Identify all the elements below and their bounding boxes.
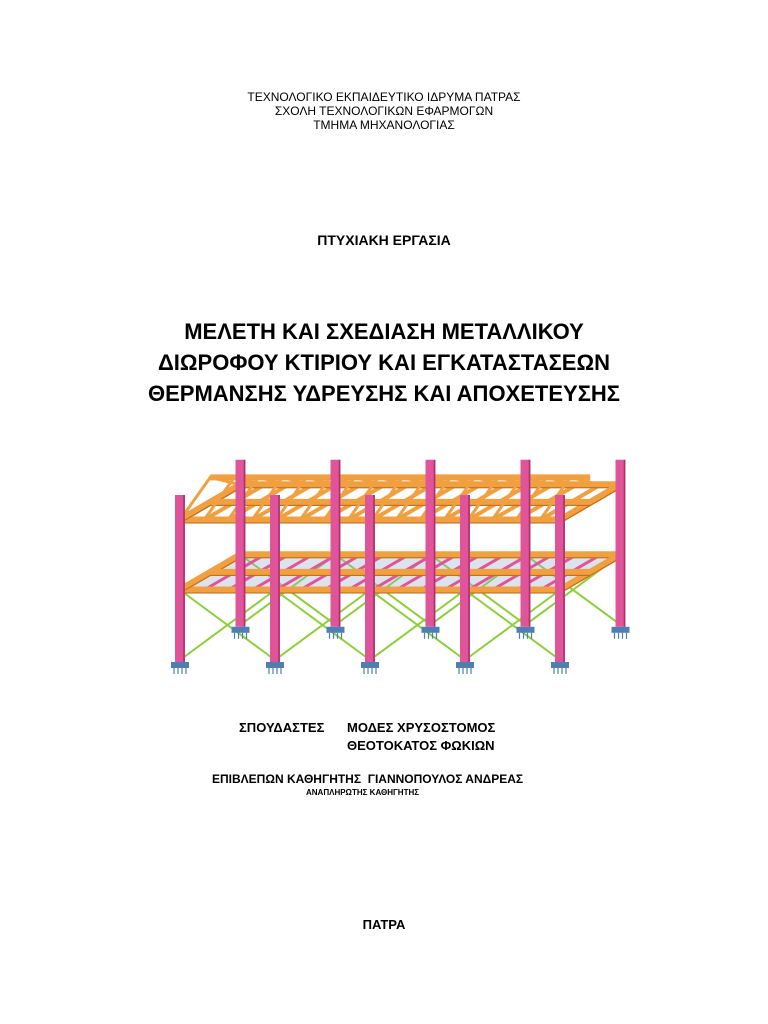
steel-structure-figure bbox=[140, 440, 640, 700]
department-name: ΤΜΗΜΑ ΜΗΧΑΝΟΛΟΓΙΑΣ bbox=[313, 118, 455, 132]
institution-name: ΤΕΧΝΟΛΟΓΙΚΟ ΕΚΠΑΙΔΕΥΤΙΚΟ ΙΔΡΥΜΑ ΠΑΤΡΑΣ bbox=[247, 90, 521, 104]
title-line-1: ΜΕΛΕΤΗ ΚΑΙ ΣΧΕΔΙΑΣΗ ΜΕΤΑΛΛΙΚΟΥ bbox=[184, 319, 584, 344]
supervisor-role: ΑΝΑΠΛΗΡΩΤΗΣ ΚΑΘΗΓΗΤΗΣ bbox=[306, 788, 420, 797]
column-base-plate bbox=[171, 662, 189, 668]
column-base-plate bbox=[266, 662, 284, 668]
thesis-title bbox=[0, 316, 768, 409]
column-base-plate bbox=[551, 662, 569, 668]
school-name: ΣΧΟΛΗ ΤΕΧΝΟΛΟΓΙΚΩΝ ΕΦΑΡΜΟΓΩΝ bbox=[274, 104, 494, 118]
city: ΠΑΤΡΑ bbox=[362, 917, 406, 932]
title-line-3: ΘΕΡΜΑΝΣΗΣ ΥΔΡΕΥΣΗΣ ΚΑΙ ΑΠΟΧΕΤΕΥΣΗΣ bbox=[148, 381, 620, 406]
supervisor-line bbox=[212, 772, 523, 786]
supervisor-label: ΕΠΙΒΛΕΠΩΝ ΚΑΘΗΓΗΤΗΣ bbox=[212, 772, 362, 786]
column-base-plate bbox=[517, 627, 535, 633]
student-name-1: ΜΟΔΕΣ ΧΡΥΣΟΣΤΟΜΟΣ bbox=[347, 720, 496, 735]
column-base-plate bbox=[612, 627, 630, 633]
students-label: ΣΠΟΥΔΑΣΤΕΣ bbox=[239, 720, 325, 735]
column-base-plate bbox=[232, 627, 250, 633]
steel-frame-drawing bbox=[140, 440, 640, 700]
institution-header bbox=[0, 90, 768, 132]
column-base-plate bbox=[456, 662, 474, 668]
document-type: ΠΤΥΧΙΑΚΗ ΕΡΓΑΣΙΑ bbox=[317, 232, 451, 248]
title-line-2: ΔΙΩΡΟΦΟΥ ΚΤΙΡΙΟΥ ΚΑΙ ΕΓΚΑΤΑΣΤΑΣΕΩΝ bbox=[157, 350, 611, 375]
student-name-2: ΘΕΟΤΟΚΑΤΟΣ ΦΩΚΙΩΝ bbox=[347, 738, 495, 753]
column-base-plate bbox=[422, 627, 440, 633]
column-base-plate bbox=[361, 662, 379, 668]
column-base-plate bbox=[327, 627, 345, 633]
supervisor-name: ΓΙΑΝΝΟΠΟΥΛΟΣ ΑΝΔΡΕΑΣ bbox=[367, 772, 524, 786]
